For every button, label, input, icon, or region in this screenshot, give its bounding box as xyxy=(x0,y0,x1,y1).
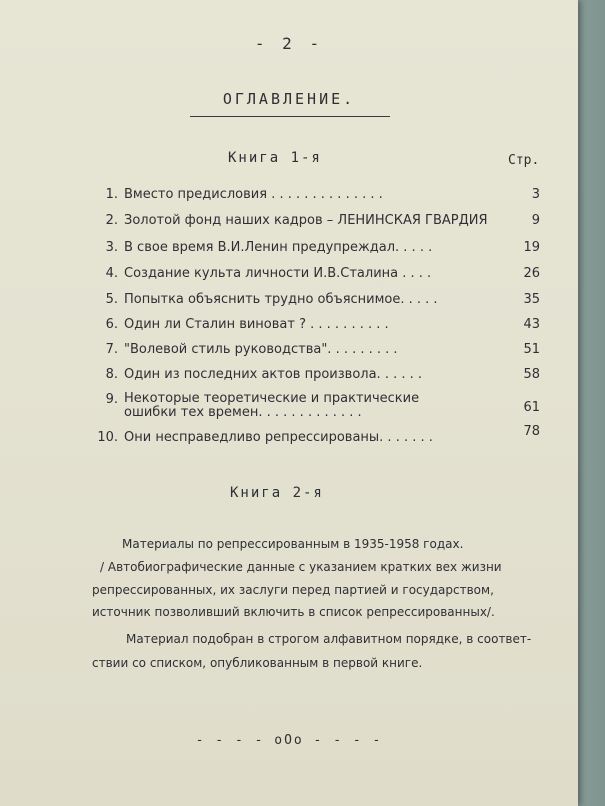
book2-text-line: Материалы по репрессированным в 1935-1958 годах. xyxy=(122,537,464,551)
book2-heading: Книга 2-я xyxy=(230,485,324,501)
toc-entry-title: Некоторые теоретические и практические ошибки тех времен. . . . . . . . . . . . . xyxy=(124,391,420,420)
toc-entry-title: "Волевой стиль руководства". . . . . . . . . xyxy=(124,342,398,357)
toc-entry-page: 19 xyxy=(523,240,540,255)
toc-entry-title: Они несправедливо репрессированы. . . . . . . xyxy=(124,430,433,445)
page-title: ОГЛАВЛЕНИЕ. xyxy=(222,90,356,108)
toc-entry-title: Один ли Сталин виноват ? . . . . . . . . . . xyxy=(124,317,389,332)
toc-entry-title: Один из последних актов произвола. . . . . . xyxy=(124,367,423,382)
toc-entry-number: 9. xyxy=(105,392,118,407)
book2-text-line: ствии со списком, опубликованным в первой книге. xyxy=(92,656,423,670)
toc-entry-number: 8. xyxy=(105,367,118,382)
toc-entry-number: 3. xyxy=(105,240,118,255)
toc-entry-title: Золотой фонд наших кадров – ЛЕНИНСКАЯ ГВАРДИЯ xyxy=(124,213,488,228)
toc-entry-page: 58 xyxy=(523,367,540,382)
toc-entry-page: 9 xyxy=(531,213,540,228)
book2-text-line: репрессированных, их заслуги перед партией и государством, xyxy=(92,583,494,597)
toc-entry-number: 6. xyxy=(105,317,118,332)
toc-entry-title: В свое время В.И.Ленин предупреждал. . . . . xyxy=(124,240,433,255)
toc-entry-number: 2. xyxy=(105,213,118,228)
page-number: - 2 - xyxy=(254,34,324,53)
toc-entry-page: 51 xyxy=(523,342,540,357)
toc-entry-title: Вместо предисловия . . . . . . . . . . . . . . xyxy=(124,187,383,202)
book2-text-line: Материал подобран в строгом алфавитном порядке, в соответ- xyxy=(126,632,532,646)
toc-entry-title: Создание культа личности И.В.Сталина . . . . xyxy=(124,266,432,281)
title-underline xyxy=(190,116,390,117)
toc-entry-number: 7. xyxy=(105,342,118,357)
toc-entry-page: 26 xyxy=(523,266,540,281)
toc-entry-page: 35 xyxy=(523,292,540,307)
toc-entry-number: 4. xyxy=(105,266,118,281)
toc-entry-number: 10. xyxy=(97,430,118,445)
book1-heading: Книга 1-я xyxy=(228,150,322,166)
book2-text-line: / Автобиографические данные с указанием кратких вех жизни xyxy=(100,560,502,574)
toc-entry-number: 5. xyxy=(105,292,118,307)
page-column-label: Стр. xyxy=(508,153,540,168)
end-mark: - - - - oOo - - - - xyxy=(195,733,383,748)
toc-entry-page: 78 xyxy=(523,424,540,439)
toc-entry-page: 43 xyxy=(523,317,540,332)
toc-entry-page: 61 xyxy=(523,400,540,415)
toc-entry-title: Попытка объяснить трудно объяснимое. . . . . xyxy=(124,292,438,307)
book2-text-line: источник позволивший включить в список репрессированных/. xyxy=(92,605,495,619)
toc-entry-number: 1. xyxy=(105,187,118,202)
toc-entry-page: 3 xyxy=(531,187,540,202)
